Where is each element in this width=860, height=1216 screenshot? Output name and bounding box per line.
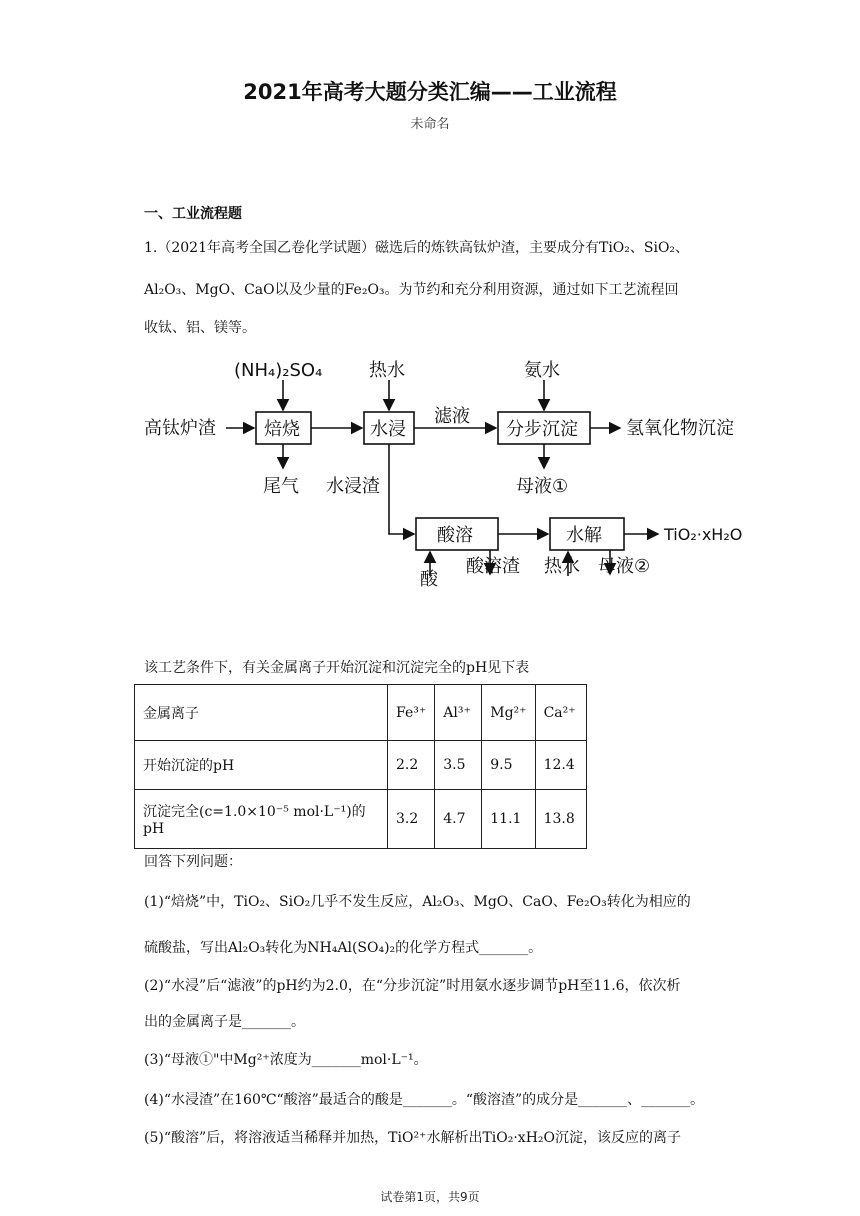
table-cell: 4.7 xyxy=(435,790,482,849)
label-mother-liquor-2: 母液② xyxy=(598,556,651,577)
table-header-cell: 金属离子 xyxy=(135,685,388,741)
subquestion-2-line1: (2)“水浸”后“滤液”的pH约为2.0，在“分步沉淀”时用氨水逐步调节pH至11.6，依次析 xyxy=(144,978,681,994)
page-title: 2021年高考大题分类汇编——工业流程 xyxy=(243,80,617,104)
label-input: 高钛炉渣 xyxy=(144,418,216,439)
page-footer: 试卷第1页，共9页 xyxy=(380,1190,480,1204)
label-hot-water-1: 热水 xyxy=(369,360,405,381)
label-step-roasting: 焙烧 xyxy=(264,419,300,440)
label-step-hydrolysis: 水解 xyxy=(566,525,602,546)
table-cell: 2.2 xyxy=(388,741,435,790)
table-cell: 沉淀完全(c=1.0×10⁻⁵ mol·L⁻¹)的pH xyxy=(135,790,388,849)
table-cell: 9.5 xyxy=(482,741,535,790)
table-header-cell: Al³⁺ xyxy=(435,685,482,741)
table-cell: 3.5 xyxy=(435,741,482,790)
subquestion-2-line2: 出的金属离子是_______。 xyxy=(144,1014,305,1030)
label-hot-water-2: 热水 xyxy=(544,556,580,577)
label-step-acid-dissolve: 酸溶 xyxy=(437,525,473,546)
label-water-leach-residue: 水浸渣 xyxy=(326,476,380,497)
question-intro-line1: 1.（2021年高考全国乙卷化学试题）磁选后的炼铁高钛炉渣，主要成分有TiO₂、SiO₂、 xyxy=(144,240,690,256)
subquestion-5: (5)“酸溶”后，将溶液适当稀释并加热，TiO²⁺水解析出TiO₂·xH₂O沉淀，该反应的离子 xyxy=(144,1130,681,1146)
table-cell: 11.1 xyxy=(482,790,535,849)
label-reagent-ammonium-sulfate: (NH₄)₂SO₄ xyxy=(234,360,323,381)
label-hydroxide-precipitate: 氢氧化物沉淀 xyxy=(626,418,734,439)
table-header-cell: Ca²⁺ xyxy=(535,685,586,741)
ion-ph-table xyxy=(134,684,587,849)
table-cell: 3.2 xyxy=(388,790,435,849)
page-subtitle: 未命名 xyxy=(410,117,450,132)
table-intro: 该工艺条件下，有关金属离子开始沉淀和沉淀完全的pH见下表 xyxy=(144,660,530,676)
subquestion-1-line1: (1)“焙烧”中，TiO₂、SiO₂几乎不发生反应，Al₂O₃、MgO、CaO、Fe₂O₃转化为相应的 xyxy=(144,894,691,910)
section-heading: 一、工业流程题 xyxy=(144,206,242,222)
question-intro-line3: 收钛、铝、镁等。 xyxy=(144,320,256,336)
subquestion-4: (4)“水浸渣”在160℃“酸溶”最适合的酸是_______。“酸溶渣”的成分是_______、_______。 xyxy=(144,1092,705,1108)
subquestion-1-line2: 硫酸盐，写出Al₂O₃转化为NH₄Al(SO₄)₂的化学方程式_______。 xyxy=(144,940,543,956)
table-header-cell: Mg²⁺ xyxy=(482,685,535,741)
subquestion-3: (3)“母液①"中Mg²⁺浓度为_______mol·L⁻¹。 xyxy=(144,1052,428,1068)
answer-prompt: 回答下列问题： xyxy=(144,854,242,870)
label-ammonia: 氨水 xyxy=(524,360,560,381)
label-acid: 酸 xyxy=(420,568,438,590)
question-intro-line2: Al₂O₃、MgO、CaO以及少量的Fe₂O₃。为节约和充分利用资源，通过如下工艺流程回 xyxy=(144,282,679,298)
label-step-water-leach: 水浸 xyxy=(370,419,406,440)
table-header-cell: Fe³⁺ xyxy=(388,685,435,741)
table-cell: 12.4 xyxy=(535,741,586,790)
table-row xyxy=(135,790,587,849)
label-step-precipitation: 分步沉淀 xyxy=(506,419,578,440)
table-cell: 13.8 xyxy=(535,790,586,849)
label-tail-gas: 尾气 xyxy=(263,476,299,497)
table-header-row xyxy=(135,685,587,741)
label-filtrate: 滤液 xyxy=(434,406,470,427)
table-cell: 开始沉淀的pH xyxy=(135,741,388,790)
label-acid-residue: 酸溶渣 xyxy=(466,556,520,577)
process-flowchart xyxy=(140,352,780,592)
label-product-tio2: TiO₂·xH₂O xyxy=(664,525,743,544)
label-mother-liquor-1: 母液① xyxy=(516,476,569,497)
table-row xyxy=(135,741,587,790)
